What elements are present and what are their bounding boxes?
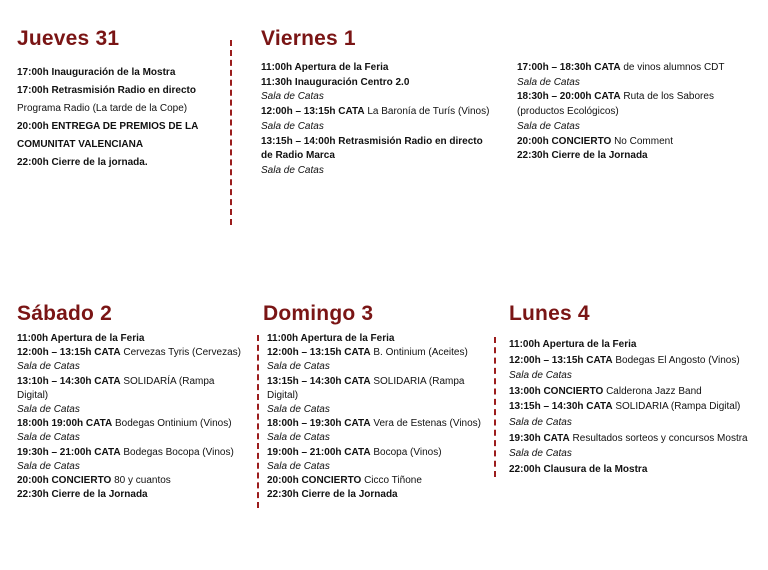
schedule-line (17, 375, 241, 389)
schedule-line (17, 446, 241, 460)
schedule-line (17, 118, 198, 136)
event-detail: Digital) (267, 389, 299, 401)
venue-label: Sala de Catas (261, 120, 324, 132)
event-time: 11:00h Apertura de la Feria (17, 333, 145, 344)
event-time: 22:30h Cierre de la Jornada (267, 489, 398, 501)
schedule-line (267, 375, 481, 389)
event-time: 13:00h CONCIERTO (509, 385, 604, 397)
venue-label: Sala de Catas (517, 76, 580, 88)
day-title: Sábado 2 (17, 302, 112, 325)
event-detail: Calderona Jazz Band (603, 385, 702, 397)
event-time: 11:00h Apertura de la Feria (509, 339, 637, 350)
schedule-line (17, 82, 198, 100)
schedule-line (267, 417, 481, 431)
schedule-line (509, 337, 748, 353)
venue-label: Sala de Catas (517, 120, 580, 132)
day-title: Viernes 1 (261, 27, 356, 50)
day-domingo (263, 302, 373, 326)
event-detail: 80 y cuantos (111, 475, 171, 487)
schedule-line (17, 474, 241, 488)
schedule-line (267, 332, 481, 346)
schedule-line (517, 149, 725, 164)
event-time: 13:15h – 14:00h Retrasmisión Radio en directo (261, 135, 483, 147)
event-detail: Digital) (17, 389, 49, 401)
schedule-line (17, 417, 241, 431)
schedule-line (517, 90, 725, 105)
schedule-line (267, 346, 481, 360)
schedule-line (17, 154, 198, 172)
event-time: 18:30h – 20:00h CATA (517, 91, 621, 103)
divider-line (257, 335, 259, 508)
event-time: 11:30h Inauguración Centro 2.0 (261, 76, 410, 88)
schedule-line (17, 346, 241, 360)
event-time: 19:30h CATA (509, 432, 570, 444)
event-time: 11:00h Apertura de la Feria (261, 62, 389, 73)
schedule-line (17, 100, 198, 118)
day-sabado (17, 302, 112, 326)
schedule-sabado (17, 332, 241, 502)
day-title: Lunes 4 (509, 302, 590, 325)
venue-label: Sala de Catas (509, 416, 572, 428)
schedule-line (261, 76, 489, 91)
event-detail: de vinos alumnos CDT (620, 62, 725, 73)
schedule-line (267, 474, 481, 488)
schedule-line (267, 446, 481, 460)
venue-label: Sala de Catas (267, 460, 330, 472)
schedule-line (17, 136, 198, 154)
event-time: 22:30h Cierre de la Jornada (517, 150, 648, 162)
schedule-line (261, 61, 489, 76)
event-detail: B. Ontinium (Aceites) (370, 347, 468, 359)
day-title: Domingo 3 (263, 302, 374, 325)
schedule-line (509, 353, 748, 369)
event-time: 11:00h Apertura de la Feria (267, 333, 395, 344)
day-jueves (17, 27, 119, 51)
schedule-line (517, 61, 725, 76)
schedule-line (509, 431, 748, 447)
event-time: 19:30h – 21:00h CATA (17, 446, 121, 458)
event-detail: (productos Ecológicos) (517, 106, 619, 118)
venue-label: Sala de Catas (267, 361, 330, 373)
event-detail: La Baronía de Turís (Vinos) (364, 106, 490, 118)
event-time: 18:00h 19:00h CATA (17, 418, 113, 430)
schedule-line (517, 135, 725, 150)
event-time: 20:00h CONCIERTO (517, 135, 612, 147)
event-detail: Bocopa (Vinos) (370, 446, 442, 458)
schedule-line (509, 384, 748, 400)
event-time: 12:00h – 13:15h CATA (267, 347, 371, 359)
event-time: 17:00h Retrasmisión Radio en directo (17, 85, 196, 96)
venue-label: Sala de Catas (509, 448, 572, 460)
event-time: 17:00h – 18:30h CATA (517, 62, 621, 73)
venue-label: Sala de Catas (17, 460, 80, 472)
event-time: de Radio Marca (261, 150, 335, 162)
event-time: 13:15h – 14:30h CATA (509, 401, 613, 413)
venue-label: Sala de Catas (267, 432, 330, 444)
event-time: 22:00h Cierre de la jornada. (17, 157, 148, 168)
venue-label: Sala de Catas (17, 404, 80, 416)
event-time: 12:00h – 13:15h CATA (17, 347, 121, 359)
divider-line (494, 337, 496, 477)
event-time: 19:00h – 21:00h CATA (267, 446, 371, 458)
event-time: 22:00h Clausura de la Mostra (509, 463, 648, 475)
event-time: 20:00h ENTREGA DE PREMIOS DE LA (17, 121, 199, 132)
event-detail: Resultados sorteos y concursos Mostra (569, 432, 748, 444)
event-time: 12:00h – 13:15h CATA (509, 354, 613, 366)
event-time: 18:00h – 19:30h CATA (267, 418, 371, 430)
event-detail: Bodegas El Angosto (Vinos) (612, 354, 740, 366)
venue-label: Sala de Catas (17, 432, 80, 444)
schedule-domingo (267, 332, 481, 502)
event-time: COMUNITAT VALENCIANA (17, 139, 144, 150)
event-time: 12:00h – 13:15h CATA (261, 106, 365, 118)
venue-label: Sala de Catas (509, 370, 572, 382)
schedule-line (17, 488, 241, 502)
day-title: Jueves 31 (17, 27, 120, 50)
schedule-line (517, 105, 725, 120)
event-detail: Bodegas Ontinium (Vinos) (112, 418, 232, 430)
event-time: 17:00h Inauguración de la Mostra (17, 67, 176, 78)
schedule-line (261, 135, 489, 150)
venue-label: Sala de Catas (267, 404, 330, 416)
event-detail: Bodegas Bocopa (Vinos) (120, 446, 234, 458)
venue-label: Sala de Catas (261, 164, 324, 176)
schedule-viernes (261, 61, 489, 179)
schedule-line (261, 105, 489, 120)
schedule-lunes (509, 337, 748, 477)
event-time: 13:15h – 14:30h CATA (267, 375, 371, 387)
event-detail: SOLIDARIA (Rampa (370, 375, 465, 387)
divider-line (230, 40, 232, 225)
day-lunes (509, 302, 590, 326)
event-detail: No Comment (611, 135, 673, 147)
schedule-line (509, 399, 748, 415)
venue-label: Sala de Catas (261, 91, 324, 103)
event-detail: Cervezas Tyris (Cervezas) (120, 347, 241, 359)
event-time: 20:00h CONCIERTO (267, 475, 362, 487)
schedule-line (17, 389, 241, 403)
event-detail: Ruta de los Sabores (620, 91, 714, 103)
event-detail: SOLIDARIA (Rampa Digital) (612, 401, 741, 413)
event-detail: SOLIDARÍA (Rampa (120, 375, 215, 387)
schedule-line (267, 488, 481, 502)
event-detail: Cicco Tiñone (361, 475, 422, 487)
venue-label: Sala de Catas (17, 361, 80, 373)
event-time: 22:30h Cierre de la Jornada (17, 489, 148, 501)
schedule-line (261, 149, 489, 164)
schedule-jueves (17, 64, 198, 172)
schedule-line (509, 462, 748, 478)
event-time: 20:00h CONCIERTO (17, 475, 112, 487)
event-detail: Vera de Estenas (Vinos) (370, 418, 481, 430)
schedule-line (17, 64, 198, 82)
event-detail: Programa Radio (La tarde de la Cope) (17, 103, 188, 114)
schedule-line (267, 389, 481, 403)
event-time: 13:10h – 14:30h CATA (17, 375, 121, 387)
schedule-line (17, 332, 241, 346)
day-viernes (261, 27, 356, 51)
schedule-viernes-afternoon (517, 61, 725, 164)
